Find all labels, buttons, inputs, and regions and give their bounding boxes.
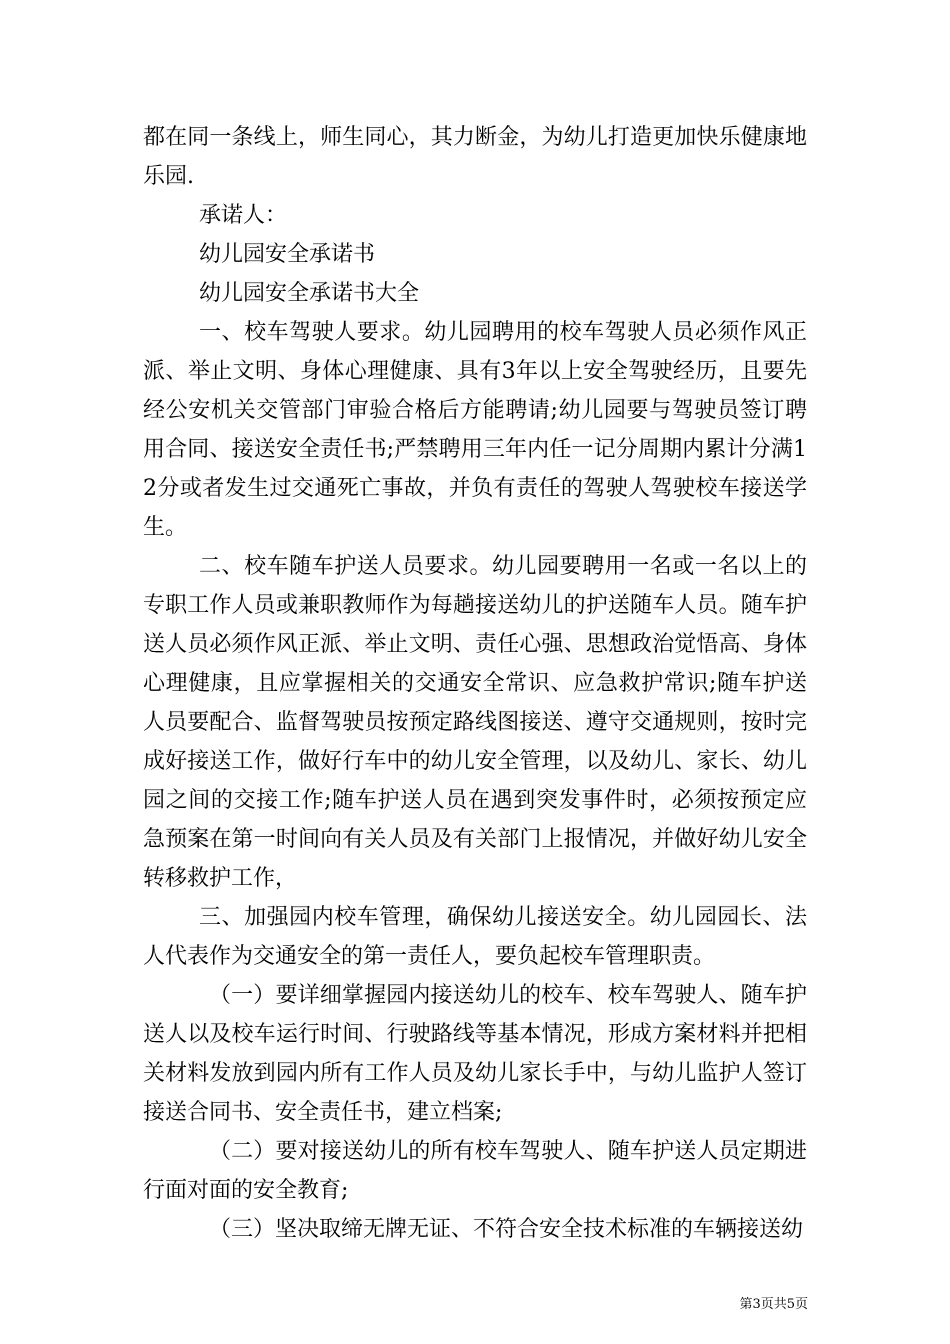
paragraph-bus-management: 三、加强园内校车管理，确保幼儿接送安全。幼儿园园长、法人代表作为交通安全的第一责任人，要负起校车管理职责。: [143, 905, 807, 969]
paragraph-continuation: 都在同一条线上，师生同心，其力断金，为幼儿打造更加快乐健康地乐园.: [143, 125, 807, 189]
document-title: 幼儿园安全承诺书: [199, 242, 376, 267]
paragraph-escort-requirements: 二、校车随车护送人员要求。幼儿园要聘用一名或一名以上的专职工作人员或兼职教师作为每趟接送幼儿的护送随车人员。随车护送人员必须作风正派、举止文明、责任心强、思想政治觉悟高、身体心理健康，且应掌握相关的交通安全常识、应急救护常识;随车护送人员要配合、监督驾驶员按预定路线图接送、遵守交通规则，按时完成好接送工作，做好行车中的幼儿安全管理，以及幼儿、家长、幼儿园之间的交接工作;随车护送人员在遇到突发事件时，必须按预定应急预案在第一时间向有关人员及有关部门上报情况，并做好幼儿安全转移救护工作，: [143, 554, 807, 891]
paragraph-item-3: （三）坚决取缔无牌无证、不符合安全技术标准的车辆接送幼: [209, 1217, 804, 1242]
document-subtitle: 幼儿园安全承诺书大全: [199, 281, 420, 306]
page-number: 第3页共5页: [739, 1297, 808, 1312]
signatory-label: 承诺人：: [199, 203, 288, 228]
paragraph-item-2: （二）要对接送幼儿的所有校车驾驶人、随车护送人员定期进行面对面的安全教育;: [143, 1139, 807, 1203]
paragraph-driver-requirements: 一、校车驾驶人要求。幼儿园聘用的校车驾驶人员必须作风正派、举止文明、身体心理健康、具有3年以上安全驾驶经历，且要先经公安机关交管部门审验合格后方能聘请;幼儿园要与驾驶员签订聘用合同、接送安全责任书;严禁聘用三年内任一记分周期内累计分满12分或者发生过交通死亡事故，并负有责任的驾驶人驾驶校车接送学生。: [143, 320, 807, 540]
paragraph-item-1: （一）要详细掌握园内接送幼儿的校车、校车驾驶人、随车护送人以及校车运行时间、行驶路线等基本情况，形成方案材料并把相关材料发放到园内所有工作人员及幼儿家长手中，与幼儿监护人签订接送合同书、安全责任书，建立档案;: [143, 983, 807, 1125]
document-body: [143, 118, 807, 1249]
